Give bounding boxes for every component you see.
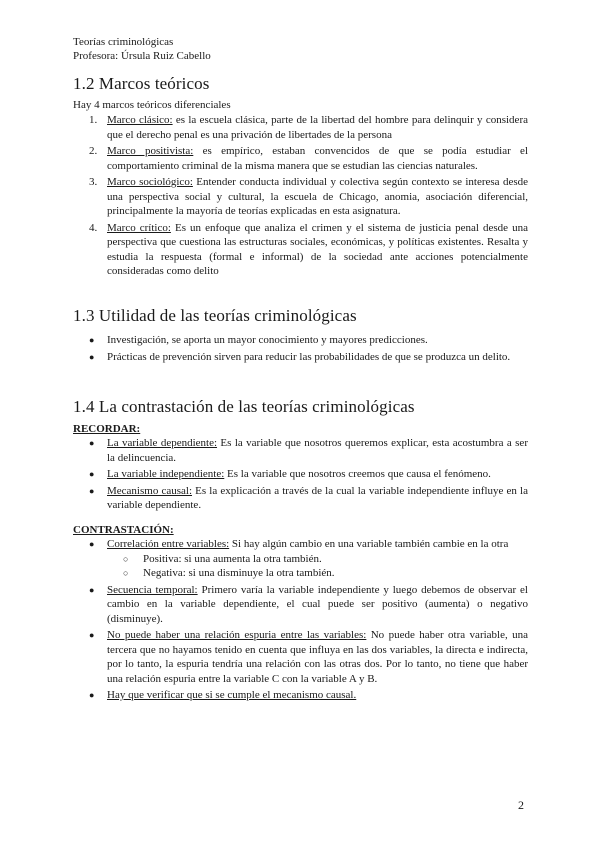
list-item [89,537,528,581]
bullet-icon: ● [89,485,95,496]
circle-bullet-icon: ○ [123,553,129,564]
bullet-icon: ● [89,351,95,362]
list-number: 4. [89,221,98,234]
term-text: es empírico, estaban convencidos de que se podía estudiar el comportamiento criminal de la misma manera que se estudian las ciencias naturales. [107,145,528,172]
term-label: Marco clásico: [107,114,173,126]
list-item [89,628,529,686]
list-text: Investigación, se aporta un mayor conocimiento y mayores predicciones. [107,334,428,346]
bullet-icon: ● [89,690,95,700]
bullet-icon: ● [89,630,95,640]
correlation-sublist [107,552,528,581]
list-item [89,333,528,348]
bullet-icon: ● [89,539,95,549]
term-label: La variable dependiente: [107,437,218,449]
sub-text: Negativa: si una disminuye la otra también. [143,567,335,579]
contrastacion-label: CONTRASTACIÓN: [73,524,174,536]
term-label: Secuencia temporal: [107,583,198,596]
bullet-icon: ● [89,335,95,345]
term-text: Es un enfoque que analiza el crimen y el sistema de justicia penal desde una perspectiva que cuestiona las estructuras sociales, económicas, y políticas existentes. Resalta y estudia la respuesta (formal e informal) de la sociedad ante acciones potencialmente consideradas como delito [107,221,528,277]
list-item [89,221,528,279]
bullet-icon: ● [89,469,95,479]
sub-item [107,552,528,567]
page-number: 2 [518,798,524,812]
list-item [89,175,528,219]
header-course: Teorías criminológicas [73,36,174,48]
section-intro: Hay 4 marcos teóricos diferenciales [73,99,231,111]
list-item [89,144,528,173]
term-label: Hay que verificar que si se cumple el mecanismo causal. [107,689,357,701]
term-text: Es la explicación a través de la cual la variable independiente influye en la variable dependiente. [107,484,528,511]
term-text: Si hay algún cambio en una variable también cambie en la otra [229,538,509,550]
term-label: No puede haber una relación espuria entre las variables: [107,629,367,641]
circle-bullet-icon: ○ [123,568,129,578]
list-number: 1. [89,114,98,126]
list-item [89,113,528,142]
list-text: Prácticas de prevención sirven para reducir las probabilidades de que se produzca un delito. [107,350,511,363]
section-title-1-2: 1.2 Marcos teóricos [73,74,210,93]
header-professor: Profesora: Úrsula Ruiz Cabello [73,50,211,62]
sub-text: Positiva: si una aumenta la otra también. [143,552,322,565]
term-label: Mecanismo causal: [107,484,193,497]
term-label: Correlación entre variables: [107,538,230,550]
section-title-1-4: 1.4 La contrastación de las teorías criminológicas [73,397,415,416]
list-item [89,583,528,627]
term-label: Marco positivista: [107,145,194,157]
term-text: es la escuela clásica, parte de la libertad del hombre para delinquir y considera que el derecho penal es una privación de libertades de la persona [107,114,528,141]
term-text: Primero varía la variable independiente y luego debemos de observar el cambio en la variable dependiente, el cual puede ser positivo (aumenta) o negativo (disminuye). [107,583,528,625]
term-label: Marco crítico: [107,221,171,234]
sub-item [107,566,528,581]
list-item [89,350,528,365]
list-item [89,688,528,703]
utility-list [89,333,528,366]
list-number: 2. [89,145,98,157]
contrastacion-list [89,537,529,705]
list-item [89,436,528,465]
term-text: No puede haber otra variable, una tercera que no hayamos tenido en cuenta que influya en las dos variables, la directa e indirecta, por lo tanto, la espuria tendría una relación con las otras dos. Por lo tanto, no tiene que haber una relación espuria entre la variable C con la variable A y B. [107,629,529,685]
bullet-icon: ● [89,438,95,448]
term-text: Es la variable que nosotros queremos explicar, esta acostumbra a ser la delincuencia. [107,437,528,464]
recordar-list [89,436,528,515]
recordar-label: RECORDAR: [73,423,141,435]
section-title-1-3: 1.3 Utilidad de las teorías criminológicas [73,306,357,325]
term-text: Es la variable que nosotros creemos que causa el fenómeno. [224,468,491,480]
term-text: Entender conducta individual y colectiva según contexto se interesa desde una perspectiva social y cultural, la escuela de Chicago, anomia, asociación diferencial, principalmente la mayoría de teorías explicadas en esta asignatura. [107,176,528,217]
list-number: 3. [89,176,98,188]
list-item [89,467,528,482]
theories-list [89,113,528,281]
bullet-icon: ● [89,584,95,595]
list-item [89,484,528,513]
term-label: Marco sociológico: [107,176,193,188]
term-label: La variable independiente: [107,468,225,480]
